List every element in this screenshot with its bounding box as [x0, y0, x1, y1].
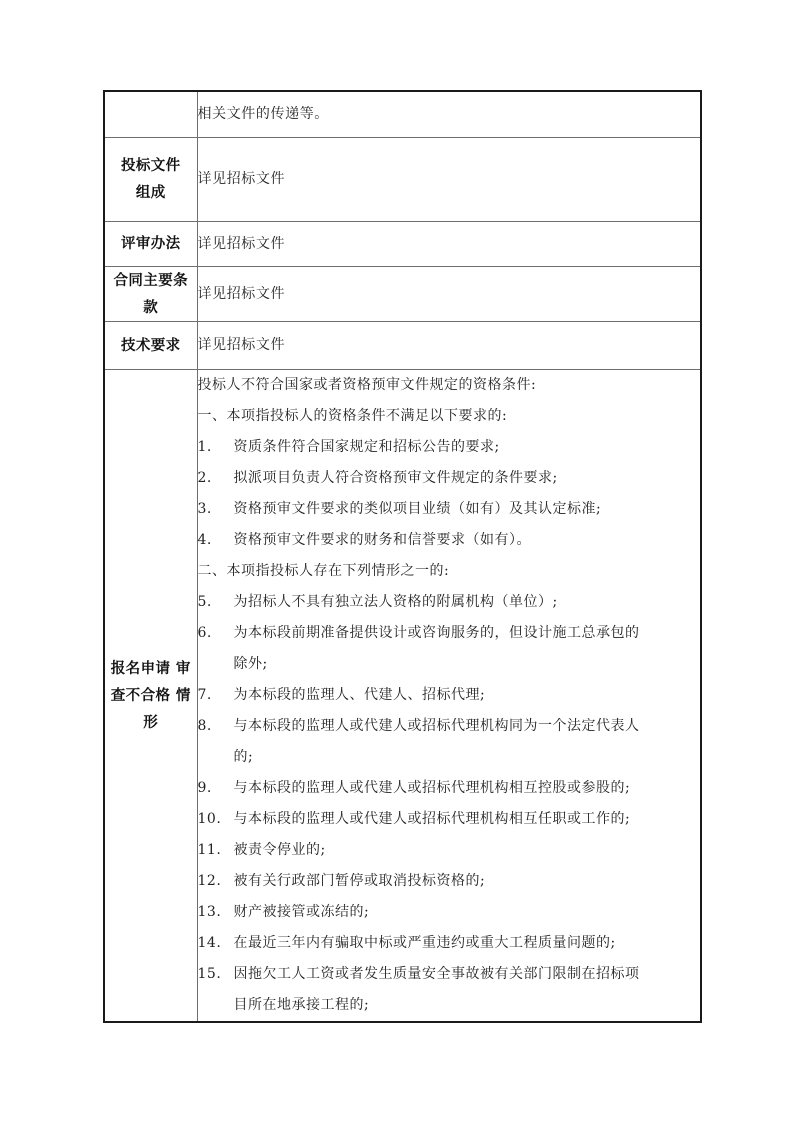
list-item-marker: 1. — [197, 438, 212, 455]
specification-table — [103, 90, 702, 1023]
row-label-line: 组成 — [135, 184, 166, 201]
list-item-text — [234, 928, 701, 959]
list-item-marker: 8. — [197, 717, 212, 734]
table-row-disqualification — [104, 369, 701, 1022]
row-label-line: 报名申请 — [110, 659, 171, 677]
table-row — [104, 221, 701, 266]
detail-intro: 投标人不符合国家或者资格预审文件规定的资格条件: — [197, 376, 537, 393]
numbered-list-item — [198, 928, 701, 959]
list-item-line: 为本标段前期准备提供设计或咨询服务的，但设计施工总承包的 — [233, 624, 640, 641]
list-item-line: 拟派项目负责人符合资格预审文件规定的条件要求; — [233, 469, 558, 486]
row-label-cell-evaluation-method — [104, 221, 197, 266]
list-item-marker: 14. — [197, 934, 222, 951]
list-item-text — [234, 711, 701, 773]
list-item-line: 财产被接管或冻结的; — [233, 903, 370, 920]
numbered-list-item — [198, 804, 701, 835]
list-item-text — [234, 959, 701, 1021]
row-label-line: 款 — [143, 298, 159, 316]
numbered-list-item — [198, 835, 701, 866]
numbered-list-item — [198, 494, 701, 525]
numbered-list-item — [198, 773, 701, 804]
row-value-cell: 详见招标文件 — [197, 137, 701, 221]
list-item-text — [234, 866, 701, 897]
detail-section-two-heading: 二、本项指投标人存在下列情形之一的: — [197, 562, 450, 579]
detail-section-one-list — [198, 432, 701, 556]
disqualification-detail-cell — [197, 369, 701, 1022]
table-body — [104, 91, 701, 1022]
row-label-cell-disqualification-circumstances — [104, 369, 197, 1022]
list-item-text — [234, 525, 701, 556]
list-item-text — [234, 494, 701, 525]
list-item-text — [234, 432, 701, 463]
row-label-line: 投标文件 — [120, 157, 181, 174]
list-item-line: 与本标段的监理人或代建人或招标代理机构相互控股或参股的; — [233, 779, 631, 796]
list-item-text — [234, 773, 701, 804]
list-item-marker: 15. — [197, 965, 222, 982]
row-label-line: 合同主要条 — [113, 271, 188, 289]
list-item-text — [234, 618, 701, 680]
numbered-list-item — [198, 463, 701, 494]
list-item-line: 被责令停业的; — [233, 841, 326, 858]
row-label-line: 审查不合格 — [110, 659, 191, 704]
list-item-text — [234, 835, 701, 866]
row-label-cell-technical-requirements — [104, 321, 197, 369]
row-value-cell: 相关文件的传递等。 — [197, 91, 701, 137]
list-item-text — [234, 897, 701, 928]
table-row — [104, 321, 701, 369]
list-item-line: 资格预审文件要求的类似项目业绩（如有）及其认定标准; — [233, 500, 602, 517]
list-item-marker: 13. — [197, 903, 222, 920]
list-item-line: 的; — [233, 748, 254, 765]
list-item-marker: 3. — [197, 500, 212, 517]
list-item-marker: 5. — [197, 593, 212, 610]
row-value-cell: 详见招标文件 — [197, 321, 701, 369]
list-item-line: 与本标段的监理人或代建人或招标代理机构相互任职或工作的; — [233, 810, 631, 827]
row-value-cell: 详见招标文件 — [197, 266, 701, 321]
table-row — [104, 266, 701, 321]
list-item-marker: 11. — [197, 841, 222, 858]
numbered-list-item — [198, 897, 701, 928]
row-label-line: 评审办法 — [120, 235, 181, 252]
list-item-marker: 4. — [197, 531, 212, 548]
numbered-list-item — [198, 866, 701, 897]
list-item-text — [234, 680, 701, 711]
list-item-marker: 9. — [197, 779, 212, 796]
list-item-line: 目所在地承接工程的; — [233, 996, 370, 1013]
list-item-text — [234, 587, 701, 618]
list-item-marker: 2. — [197, 469, 212, 486]
row-label-cell-main-contract-terms — [104, 266, 197, 321]
numbered-list-item — [198, 711, 701, 773]
numbered-list-item — [198, 525, 701, 556]
table-row — [104, 137, 701, 221]
list-item-line: 资格预审文件要求的财务和信誉要求（如有）。 — [233, 531, 531, 548]
numbered-list-item — [198, 959, 701, 1021]
list-item-marker: 7. — [197, 686, 212, 703]
row-label-line: 技术要求 — [120, 336, 181, 354]
detail-section-one-heading: 一、本项指投标人的资格条件不满足以下要求的: — [197, 407, 508, 424]
numbered-list-item — [198, 587, 701, 618]
list-item-marker: 6. — [197, 624, 212, 641]
list-item-marker: 10. — [197, 810, 222, 827]
list-item-line: 为本标段的监理人、代建人、招标代理; — [233, 686, 486, 703]
row-value-cell: 详见招标文件 — [197, 221, 701, 266]
list-item-line: 资质条件符合国家规定和招标公告的要求; — [233, 438, 500, 455]
list-item-line: 因拖欠工人工资或者发生质量安全事故被有关部门限制在招标项 — [233, 965, 640, 982]
numbered-list-item — [198, 680, 701, 711]
list-item-text — [234, 463, 701, 494]
list-item-text — [234, 804, 701, 835]
numbered-list-item — [198, 432, 701, 463]
row-label-cell-bid-document-composition — [104, 137, 197, 221]
list-item-line: 在最近三年内有骗取中标或严重违约或重大工程质量问题的; — [233, 934, 616, 951]
list-item-marker: 12. — [197, 872, 222, 889]
row-label-cell-empty — [104, 91, 197, 137]
list-item-line: 与本标段的监理人或代建人或招标代理机构同为一个法定代表人 — [233, 717, 640, 734]
table-row — [104, 91, 701, 137]
numbered-list-item — [198, 618, 701, 680]
list-item-line: 被有关行政部门暂停或取消投标资格的; — [233, 872, 486, 889]
list-item-line: 除外; — [233, 655, 268, 672]
row-label-line: 情形 — [143, 686, 191, 731]
list-item-line: 为招标人不具有独立法人资格的附属机构（单位）; — [233, 593, 558, 610]
detail-section-two-list — [198, 587, 701, 1021]
